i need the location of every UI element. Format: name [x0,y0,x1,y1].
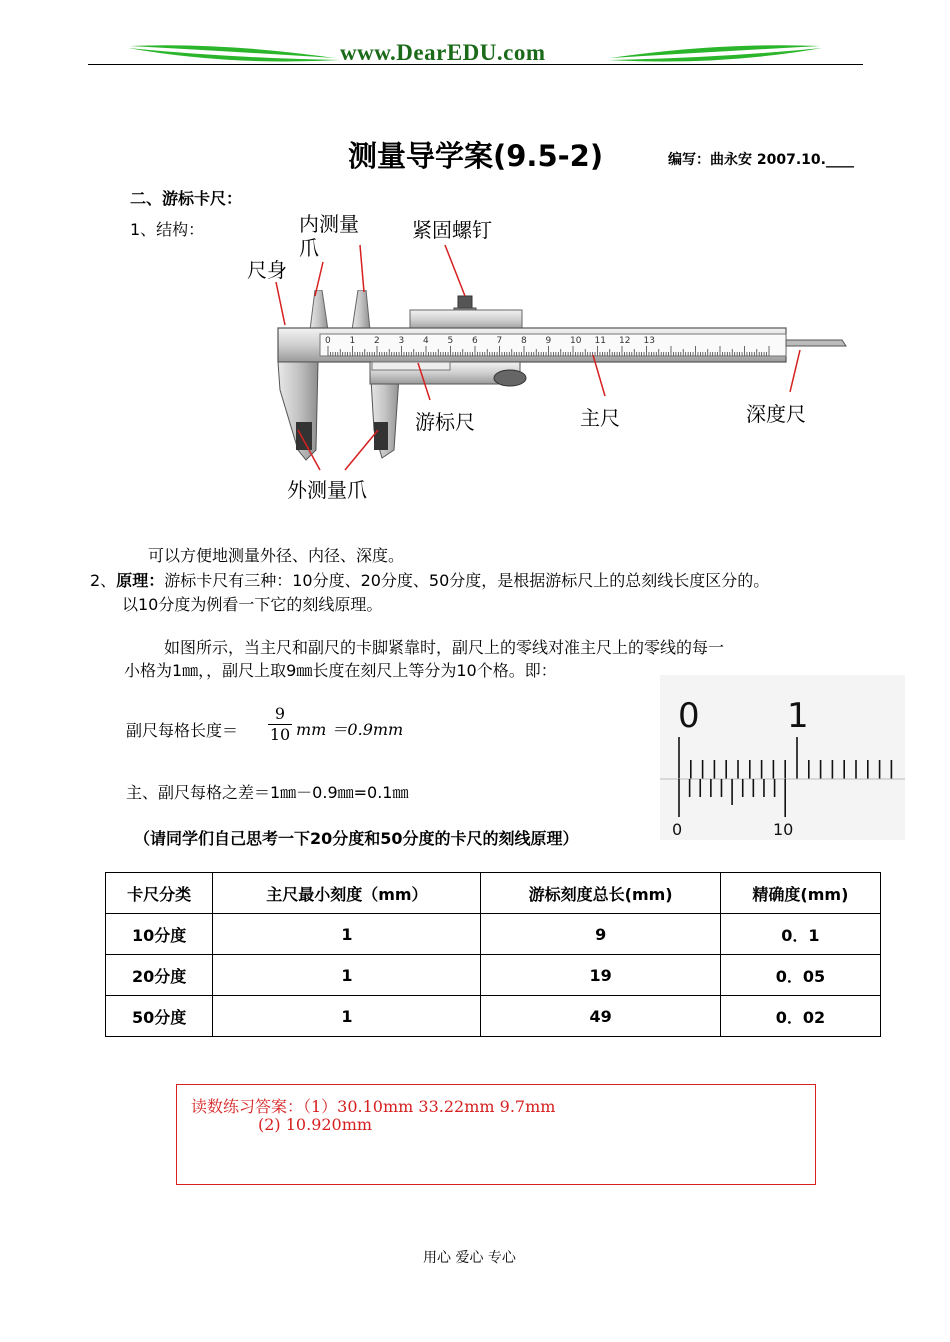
table-header: 主尺最小刻度（mm） [213,873,481,914]
fraction: 9 10 [269,704,291,744]
table-cell: 0．05 [720,955,880,996]
para-line-1: 如图所示，当主尺和副尺的卡脚紧靠时，副尺上的零线对准主尺上的零线的每一 [164,638,725,657]
main-scale-number: 7 [496,336,503,346]
table-cell: 19 [481,955,720,996]
label-outer-jaw: 外测量爪 [287,478,367,502]
vernier-label-0: 0 [672,820,683,839]
answer-line-2: (2) 10.920mm [258,1115,373,1134]
table-cell: 0．02 [720,996,880,1037]
table-header: 精确度(mm) [720,873,880,914]
formula-tail: mm ＝0.9mm [296,720,404,739]
main-label-1: 1 [787,696,809,736]
usage-text: 可以方便地测量外径、内径、深度。 [148,546,405,565]
spec-table [105,872,881,1037]
editor-info: 编写：曲永安 2007.10.____ [668,152,854,168]
main-scale-number: 0 [325,336,331,346]
header-rule [88,64,863,65]
main-scale-number: 2 [374,336,380,346]
vernier-label-10: 10 [773,820,794,839]
vernier-scale-figure [660,675,905,840]
table-cell: 10分度 [106,914,213,955]
main-label-0: 0 [678,696,700,736]
formula-difference: 主、副尺每格之差＝1㎜－0.9㎜=0.1㎜ [126,783,409,802]
label-main-scale: 主尺 [580,406,620,430]
table-cell: 9 [481,914,720,955]
principle-line-2: 以10分度为例看一下它的刻线原理。 [122,595,383,614]
principle-line: 2、原理：游标卡尺有三种：10分度、20分度、50分度，是根据游标尺上的总刻线长度区分的。 [90,571,770,590]
formula-label: 副尺每格长度＝ [126,721,239,740]
main-scale-number: 1 [349,336,356,346]
label-vernier: 游标尺 [415,410,475,434]
table-cell: 0．1 [720,914,880,955]
label-depth-rod: 深度尺 [746,402,806,426]
para-line-2: 小格为1㎜，，副尺上取9㎜长度在刻尺上等分为10个格。即： [124,661,557,680]
main-scale-number: 12 [619,336,631,346]
section-heading: 二、游标卡尺： [130,189,243,208]
table-row [106,955,881,996]
answer-line-1: 读数练习答案：（1）30.10mm 33.22mm 9.7mm [191,1097,556,1116]
main-scale-number: 6 [472,336,478,346]
main-scale-number: 10 [570,336,582,346]
table-header: 游标刻度总长(mm) [481,873,720,914]
main-scale-number: 5 [447,336,454,346]
think-note: （请同学们自己思考一下20分度和50分度的卡尺的刻线原理） [134,829,579,848]
label-inner-jaw: 内测量 爪 [299,212,359,260]
main-scale-number: 9 [545,336,552,346]
table-cell: 50分度 [106,996,213,1037]
main-scale-number: 3 [398,336,405,346]
label-body: 尺身 [247,258,287,282]
page-title: 测量导学案(9.5-2) [348,139,604,173]
table-row [106,914,881,955]
table-row [106,996,881,1037]
table-cell: 1 [213,955,481,996]
caliper-diagram [270,290,850,470]
table-cell: 20分度 [106,955,213,996]
site-logo-text: www.DearEDU.com [340,40,546,65]
main-scale-number: 13 [643,336,655,346]
structure-label: 1、结构： [130,220,205,239]
table-cell: 1 [213,914,481,955]
main-scale-number: 11 [594,336,606,346]
table-cell: 49 [481,996,720,1037]
table-header: 卡尺分类 [106,873,213,914]
label-lock-screw: 紧固螺钉 [412,218,492,242]
table-header-row [106,873,881,914]
main-scale-number: 8 [521,336,527,346]
footer-motto: 用心 爱心 专心 [423,1250,516,1266]
main-scale-number: 4 [423,336,429,346]
table-cell: 1 [213,996,481,1037]
